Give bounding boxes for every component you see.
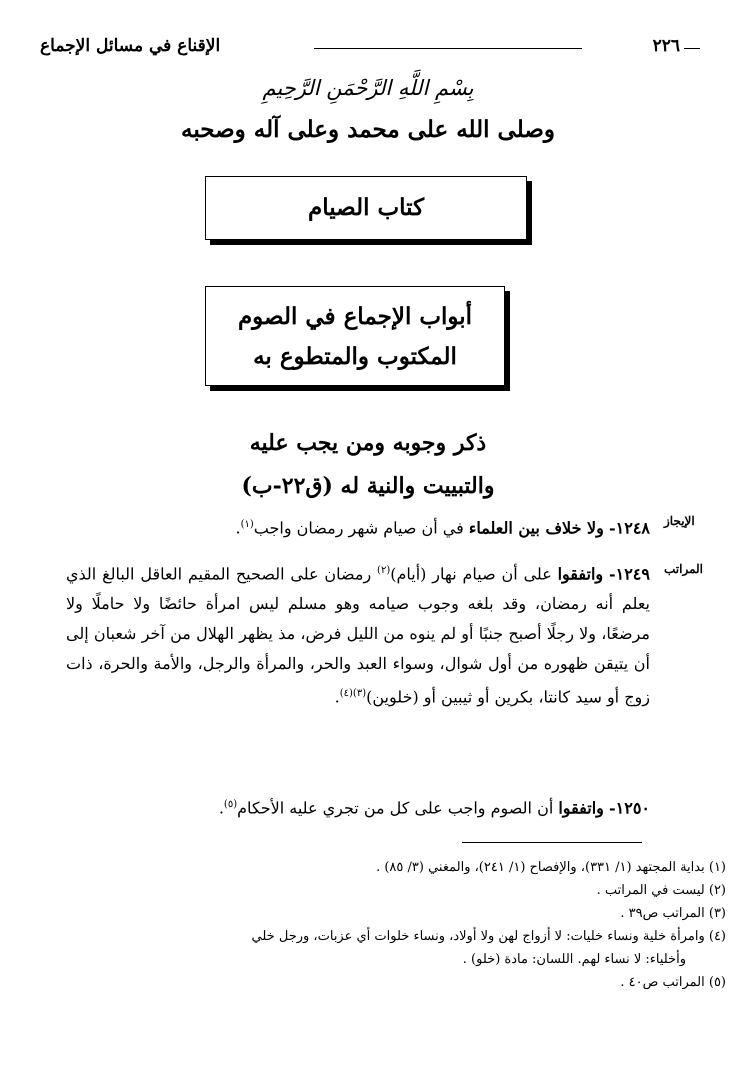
footnote-ref: (٥) [223,799,238,810]
footnote-4-line1: (٤) وامرأة خلية ونساء خليات: لا أزواج لهن ولا أولاد، ونساء خلوات أي عزبات، ورجل خلي [251,929,726,944]
paragraph-end: . [235,518,241,538]
paragraph-text: في أن صيام شهر رمضان واجب [253,518,464,538]
paragraph-end: . [218,798,224,818]
page-number: ٢٢٦ [652,36,680,56]
paragraph-text: أن الصوم واجب على كل من تجري عليه الأحكام [237,798,554,818]
paragraph-text-b: رمضان على الصحيح المقيم العاقل البالغ الذي يعلم أنه رمضان، وقد بلغه وجوب صيامه وهو مسلم ليس امرأة حائضًا ولا حاملًا ولا مرضعًا، ولا رجلًا أصبح جنبًا أو لم ينوه من الليل فرض، مذ يظهر الهلال من آخر شعبان إلى أن يتيقن ظهوره من أول شوال، وسواء العبد والحر، والمرأة والرجل، والأمة والحرة، ذات زوج أو سيد كانتا، بكرين أو ثيبين أو (خلوين) [66,564,650,707]
paragraph-number: ١٢٤٩- [608,564,650,584]
footnote-3: (٣) المراتب ص٣٩ . [620,906,726,921]
chapter-heading-line1: أبواب الإجماع في الصوم [237,303,473,330]
paragraph-lead: واتفقوا [557,564,604,584]
section-title-line2: والتبييت والنية له (ق٢٢-ب) [241,473,495,499]
paragraph-1249 [66,556,650,713]
footnote-1: (١) بداية المجتهد (١/ ٣٣١)، والإفصاح (١/ ٢٤١)، والمغني (٣/ ٨٥) . [376,860,726,875]
paragraph-lead: ولا خلاف بين العلماء [468,518,604,538]
book-heading: كتاب الصيام [307,194,425,221]
book-title: الإقناع في مسائل الإجماع [40,36,221,56]
paragraph-1250 [66,790,650,823]
footnote-4-line2: وأخلياء: لا نساء لهم. اللسان: مادة (خلو) . [462,952,686,967]
footnotes [66,856,726,994]
header-rule-right [684,48,700,49]
paragraph-number: ١٢٥٠- [608,798,650,818]
section-title-line1: ذكر وجوبه ومن يجب عليه [249,430,487,456]
margin-note-maratib: المراتب [664,562,704,576]
footnote-separator [462,842,642,843]
paragraph-end: . [334,687,340,707]
footnote-2: (٢) ليست في المراتب . [596,883,726,898]
book-heading-box [205,176,527,240]
salawat-line: وصلى الله على محمد وعلى آله وصحبه [181,116,555,143]
footnote-4 [66,925,726,971]
page-header [40,34,700,62]
margin-note-ijaz: الإيجاز [664,514,695,528]
header-rule-middle [314,48,582,49]
paragraph-text-a: على أن صيام نهار (أيام) [390,564,552,584]
paragraph-lead: واتفقوا [558,798,604,818]
footnote-ref: (٣)(٤) [339,688,367,700]
paragraph-1248 [66,510,650,543]
chapter-heading-box [205,286,505,386]
footnote-5: (٥) المراتب ص٤٠ . [620,975,726,990]
footnote-ref: (١) [240,519,254,530]
chapter-heading-line2: المكتوب والمتطوع به [253,343,457,370]
paragraph-number: ١٢٤٨- [608,518,650,538]
basmala: بِسْمِ اللَّهِ الرَّحْمَنِ الرَّحِيمِ [262,76,474,100]
footnote-ref: (٢) [377,565,391,576]
